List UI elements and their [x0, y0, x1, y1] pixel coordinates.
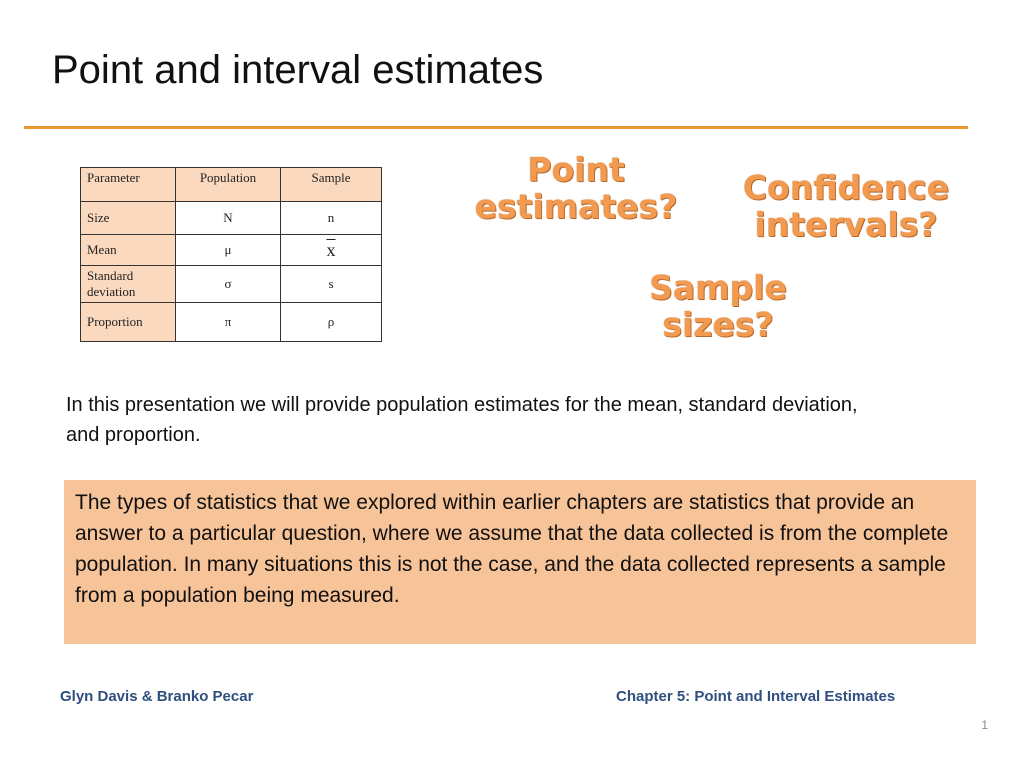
row-parameter: Proportion	[81, 303, 176, 342]
footer-chapter: Chapter 5: Point and Interval Estimates	[616, 688, 896, 705]
callout-line: intervals?	[754, 204, 938, 244]
footer-authors: Glyn Davis & Branko Pecar	[60, 688, 254, 705]
row-parameter: Standard deviation	[81, 266, 176, 303]
table-row	[81, 266, 382, 303]
row-population-symbol: π	[176, 303, 281, 342]
callout-line: sizes?	[662, 304, 774, 344]
header-sample: Sample	[281, 168, 382, 202]
row-population-symbol: σ	[176, 266, 281, 303]
point-estimates-callout	[470, 152, 682, 226]
row-parameter: Mean	[81, 235, 176, 266]
callout-line: estimates?	[474, 186, 678, 226]
sample-sizes-callout	[628, 270, 808, 344]
callout-line: Sample	[649, 268, 787, 307]
header-parameter: Parameter	[81, 168, 176, 202]
confidence-intervals-callout	[735, 170, 957, 244]
callout-line: Confidence	[742, 168, 950, 207]
header-population: Population	[176, 168, 281, 202]
row-sample-symbol: s	[281, 266, 382, 303]
intro-paragraph: In this presentation we will provide population estimates for the mean, standard deviation, and proportion.	[66, 394, 858, 446]
row-sample-symbol: n	[281, 202, 382, 235]
row-parameter: Size	[81, 202, 176, 235]
x-bar-symbol: $\overline{x}$	[326, 239, 336, 260]
row-sample-symbol: ρ	[281, 303, 382, 342]
highlight-box: The types of statistics that we explored within earlier chapters are statistics that provide an answer to a particular question, where we assume that the data collected is from the complete population. In many situations this is not the case, and the data collected represents a sample from a population being measured.	[64, 480, 976, 644]
callout-line: Point	[527, 150, 625, 189]
table-row	[81, 303, 382, 342]
title-divider	[24, 126, 968, 129]
table-row	[81, 235, 382, 266]
parameter-table	[80, 167, 382, 342]
row-population-symbol: N	[176, 202, 281, 235]
page-number: 1	[981, 718, 988, 732]
table-row	[81, 202, 382, 235]
row-population-symbol: μ	[176, 235, 281, 266]
table-header-row	[81, 168, 382, 202]
slide-title: Point and interval estimates	[52, 48, 544, 92]
row-sample-symbol	[281, 235, 382, 266]
